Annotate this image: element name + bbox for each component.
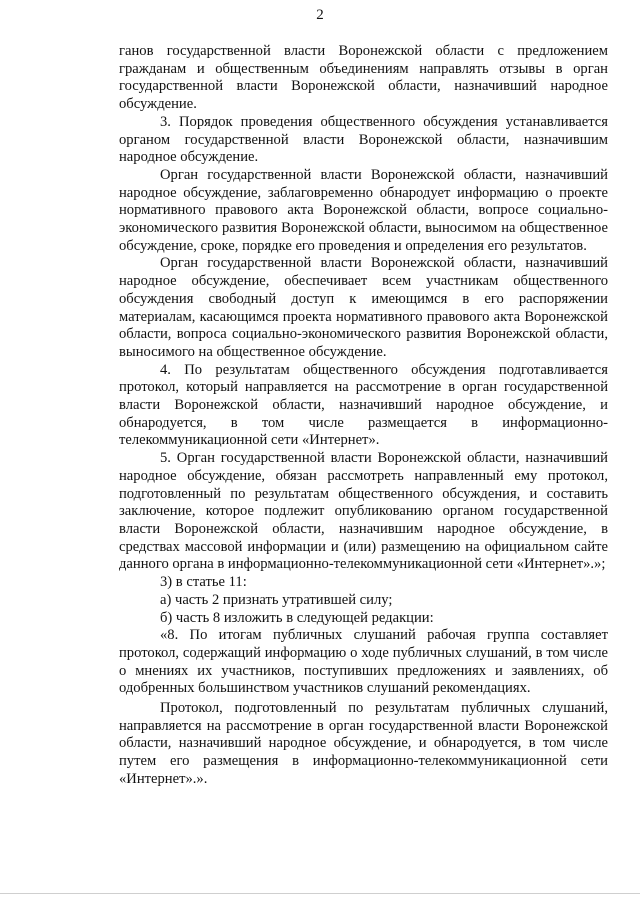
paragraph-publication-info: Орган государственной власти Воронежской области, назначивший народное обсуждение, заблаговременно обнародует информацию о проекте нормативного правового акта Воронежской области, вопросе социально-экономического развития Воронежской области, выносимом на общественное обсуждение, сроке, порядке его проведения и определения его результатов. [119,166,608,254]
paragraph-subitem-b: б) часть 8 изложить в следующей редакции: [160,609,434,626]
scan-edge-line [0,893,640,894]
paragraph-subitem-a: а) часть 2 признать утратившей силу; [160,591,393,608]
page-number: 2 [316,7,324,23]
paragraph-protocol: Протокол, подготовленный по результатам публичных слушаний, направляется на рассмотрение в орган государственной власти Воронежской области, назначивший народное обсуждение, и обнародуется, в том числе путем его размещения в информационно-телекоммуникационной сети «Интернет».». [119,700,608,787]
paragraph-item-5: 5. Орган государственной власти Воронежской области, назначивший народное обсуждение, обязан рассмотреть направленный ему протокол, подготовленный по результатам общественного обсуждения, и составить заключение, которое подлежит опубликованию органом государственной власти Воронежской области, назначившим народное обсуждение, в средствах массовой информации и (или) размещению на официальном сайте данного органа в информационно-телекоммуникационной сети «Интернет».»; [119,450,608,573]
paragraph-continuation: ганов государственной власти Воронежской области с предложением гражданам и общественным объединениям направлять отзывы в орган государственной власти Воронежской области, назначивший народное обсуждение. [119,43,608,113]
paragraph-item-4: 4. По результатам общественного обсуждения подготавливается протокол, который направляется на рассмотрение в орган государственной власти Воронежской области, назначивший народное обсуждение, и обнародуется, в том числе размещается в информационно-телекоммуникационной сети «Интернет». [119,361,608,449]
paragraph-article-11: 3) в статье 11: [160,574,247,591]
document-body [119,43,608,789]
paragraph-part-8: «8. По итогам публичных слушаний рабочая группа составляет протокол, содержащий информацию о ходе публичных слушаний, в том числе о мнениях их участников, поступивших предложениях и заявлениях, об одобренных большинством участников слушаний рекомендациях. [119,627,608,697]
paragraph-item-3: 3. Порядок проведения общественного обсуждения устанавливается органом государственной власти Воронежской области, назначившим народное обсуждение. [119,113,608,166]
paragraph-access-materials: Орган государственной власти Воронежской области, назначивший народное обсуждение, обеспечивает всем участникам общественного обсуждения свободный доступ к имеющимся в его распоряжении материалам, касающимся проекта нормативного правового акта Воронежской области, вопроса социально-экономического развития Воронежской области, выносимого на общественное обсуждение. [119,255,608,360]
